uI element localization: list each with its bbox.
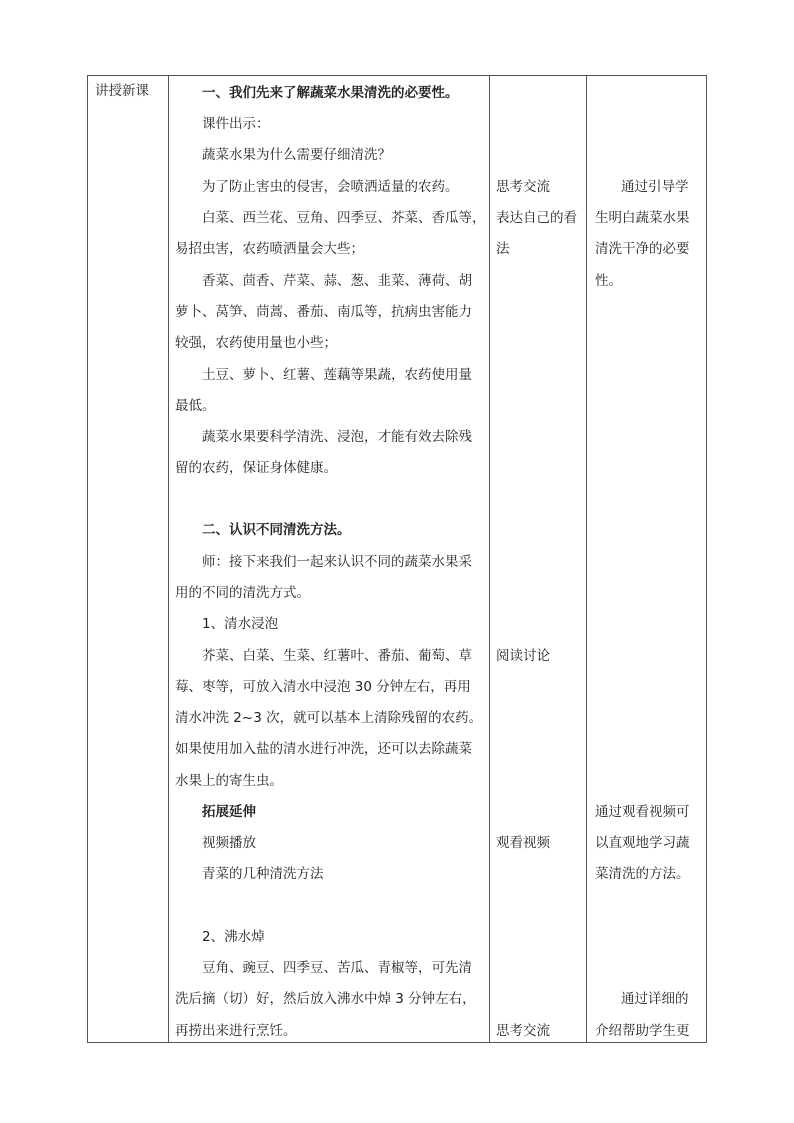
student-activity: 阅读讨论	[496, 648, 550, 664]
design-intent: 清洗干净的必要	[595, 241, 690, 257]
stage-column	[88, 76, 168, 1042]
design-intent: 介绍帮助学生更	[595, 1023, 690, 1039]
teacher-activity-column	[168, 76, 489, 1042]
text-line: 如果使用加入盐的清水进行冲洗，还可以去除蔬菜	[175, 741, 472, 757]
design-intent: 通过详细的	[621, 991, 689, 1007]
text-line: 蔬菜水果为什么需要仔细清洗？	[202, 147, 391, 163]
student-activity-column	[489, 76, 586, 1042]
text-line: 2、沸水焯	[202, 929, 265, 945]
text-line: 白菜、西兰花、豆角、四季豆、芥菜、香瓜等，	[202, 210, 486, 226]
text-line: 香菜、茴香、芹菜、蒜、葱、韭菜、薄荷、胡	[202, 273, 472, 289]
text-line: 用的不同的清洗方式。	[175, 585, 310, 601]
text-line: 豆角、豌豆、四季豆、苦瓜、青椒等，可先清	[202, 960, 472, 976]
text-line: 留的农药，保证身体健康。	[175, 460, 337, 476]
text-line: 再捞出来进行烹饪。	[175, 1023, 297, 1039]
text-line: 萝卜、莴笋、茼蒿、番茄、南瓜等，抗病虫害能力	[175, 304, 472, 320]
design-intent: 生明白蔬菜水果	[595, 210, 690, 226]
section-heading-2: 二、认识不同清洗方法。	[202, 522, 351, 538]
student-activity: 法	[496, 241, 510, 257]
text-line: 最低。	[175, 398, 216, 414]
design-intent: 通过观看视频可	[595, 804, 690, 820]
stage-label: 讲授新课	[95, 83, 149, 99]
text-line: 较强，农药使用量也小些；	[175, 335, 337, 351]
text-line: 清水冲洗 2~3 次，就可以基本上清除残留的农药。	[175, 710, 483, 726]
lesson-table	[87, 75, 707, 1043]
student-activity: 观看视频	[496, 835, 550, 851]
text-line: 莓、枣等，可放入清水中浸泡 30 分钟左右，再用	[175, 679, 471, 695]
student-activity: 思考交流	[496, 1023, 550, 1039]
text-line: 为了防止害虫的侵害，会喷洒适量的农药。	[202, 179, 459, 195]
student-activity: 表达自己的看	[496, 210, 577, 226]
section-heading-1: 一、我们先来了解蔬菜水果清洗的必要性。	[202, 85, 459, 101]
text-line: 课件出示：	[202, 116, 270, 132]
design-intent-column	[586, 76, 706, 1042]
text-line: 青菜的几种清洗方法	[202, 866, 324, 882]
text-line: 易招虫害，农药喷洒量会大些；	[175, 241, 364, 257]
design-intent: 以直观地学习蔬	[595, 835, 690, 851]
text-line: 土豆、萝卜、红薯、莲藕等果蔬，农药使用量	[202, 367, 472, 383]
design-intent: 菜清洗的方法。	[595, 866, 690, 882]
text-line: 芥菜、白菜、生菜、红薯叶、番茄、葡萄、草	[202, 648, 472, 664]
text-line: 师：接下来我们一起来认识不同的蔬菜水果采	[202, 554, 472, 570]
text-line: 蔬菜水果要科学清洗、浸泡，才能有效去除残	[202, 429, 472, 445]
design-intent: 通过引导学	[621, 179, 689, 195]
text-line: 视频播放	[202, 835, 256, 851]
text-line: 水果上的寄生虫。	[175, 773, 283, 789]
design-intent: 性。	[595, 273, 622, 289]
section-heading-3: 拓展延伸	[202, 804, 256, 820]
text-line: 1、清水浸泡	[202, 616, 279, 632]
student-activity: 思考交流	[496, 179, 550, 195]
text-line: 洗后摘（切）好，然后放入沸水中焯 3 分钟左右，	[175, 991, 476, 1007]
